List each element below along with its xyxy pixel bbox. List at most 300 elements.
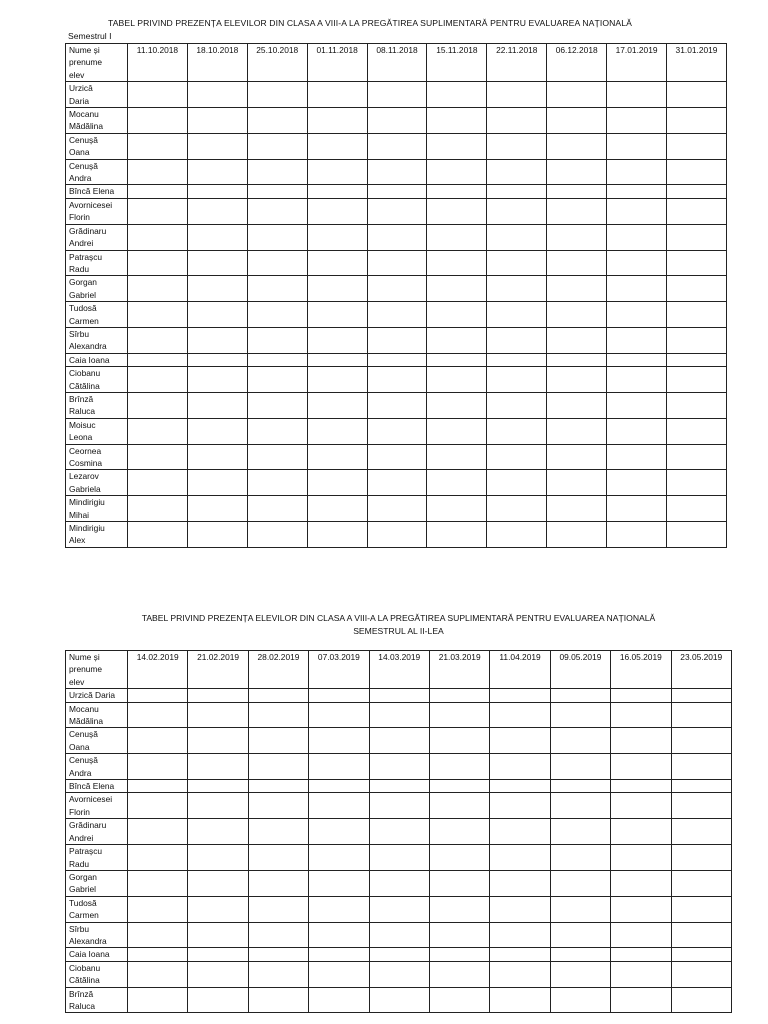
attendance-cell[interactable] — [427, 444, 487, 470]
attendance-cell[interactable] — [307, 250, 367, 276]
attendance-cell[interactable] — [309, 793, 369, 819]
attendance-cell[interactable] — [550, 780, 610, 793]
attendance-cell[interactable] — [128, 133, 188, 159]
attendance-cell[interactable] — [128, 82, 188, 108]
attendance-cell[interactable] — [128, 327, 188, 353]
attendance-cell[interactable] — [547, 133, 607, 159]
attendance-cell[interactable] — [487, 496, 547, 522]
attendance-cell[interactable] — [187, 198, 247, 224]
attendance-cell[interactable] — [367, 327, 427, 353]
attendance-cell[interactable] — [547, 496, 607, 522]
attendance-cell[interactable] — [309, 689, 369, 702]
attendance-cell[interactable] — [547, 185, 607, 198]
attendance-cell[interactable] — [187, 250, 247, 276]
attendance-cell[interactable] — [128, 689, 188, 702]
attendance-cell[interactable] — [667, 250, 727, 276]
attendance-cell[interactable] — [611, 754, 671, 780]
attendance-cell[interactable] — [367, 496, 427, 522]
attendance-cell[interactable] — [369, 728, 429, 754]
attendance-cell[interactable] — [671, 754, 731, 780]
attendance-cell[interactable] — [429, 728, 489, 754]
attendance-cell[interactable] — [429, 845, 489, 871]
attendance-cell[interactable] — [671, 819, 731, 845]
attendance-cell[interactable] — [547, 522, 607, 548]
attendance-cell[interactable] — [547, 353, 607, 366]
attendance-cell[interactable] — [607, 470, 667, 496]
attendance-cell[interactable] — [188, 870, 248, 896]
attendance-cell[interactable] — [427, 418, 487, 444]
attendance-cell[interactable] — [611, 948, 671, 961]
attendance-cell[interactable] — [611, 870, 671, 896]
attendance-cell[interactable] — [187, 496, 247, 522]
attendance-cell[interactable] — [547, 418, 607, 444]
attendance-cell[interactable] — [128, 198, 188, 224]
attendance-cell[interactable] — [309, 819, 369, 845]
attendance-cell[interactable] — [550, 948, 610, 961]
attendance-cell[interactable] — [671, 728, 731, 754]
attendance-cell[interactable] — [427, 367, 487, 393]
attendance-cell[interactable] — [188, 793, 248, 819]
attendance-cell[interactable] — [187, 133, 247, 159]
attendance-cell[interactable] — [309, 754, 369, 780]
attendance-cell[interactable] — [667, 522, 727, 548]
attendance-cell[interactable] — [247, 522, 307, 548]
attendance-cell[interactable] — [611, 689, 671, 702]
attendance-cell[interactable] — [128, 780, 188, 793]
attendance-cell[interactable] — [128, 522, 188, 548]
attendance-cell[interactable] — [667, 496, 727, 522]
attendance-cell[interactable] — [247, 470, 307, 496]
attendance-cell[interactable] — [490, 728, 550, 754]
attendance-cell[interactable] — [187, 159, 247, 185]
attendance-cell[interactable] — [487, 250, 547, 276]
attendance-cell[interactable] — [667, 302, 727, 328]
attendance-cell[interactable] — [667, 108, 727, 134]
attendance-cell[interactable] — [487, 418, 547, 444]
attendance-cell[interactable] — [187, 276, 247, 302]
attendance-cell[interactable] — [427, 82, 487, 108]
attendance-cell[interactable] — [550, 702, 610, 728]
attendance-cell[interactable] — [607, 159, 667, 185]
attendance-cell[interactable] — [128, 444, 188, 470]
attendance-cell[interactable] — [307, 470, 367, 496]
attendance-cell[interactable] — [607, 302, 667, 328]
attendance-cell[interactable] — [607, 522, 667, 548]
attendance-cell[interactable] — [429, 780, 489, 793]
attendance-cell[interactable] — [547, 250, 607, 276]
attendance-cell[interactable] — [128, 185, 188, 198]
attendance-cell[interactable] — [369, 754, 429, 780]
attendance-cell[interactable] — [128, 353, 188, 366]
attendance-cell[interactable] — [367, 276, 427, 302]
attendance-cell[interactable] — [487, 185, 547, 198]
attendance-cell[interactable] — [309, 780, 369, 793]
attendance-cell[interactable] — [547, 470, 607, 496]
attendance-cell[interactable] — [187, 470, 247, 496]
attendance-cell[interactable] — [188, 987, 248, 1013]
attendance-cell[interactable] — [367, 224, 427, 250]
attendance-cell[interactable] — [487, 159, 547, 185]
attendance-cell[interactable] — [309, 948, 369, 961]
attendance-cell[interactable] — [547, 159, 607, 185]
attendance-cell[interactable] — [187, 367, 247, 393]
attendance-cell[interactable] — [247, 159, 307, 185]
attendance-cell[interactable] — [427, 224, 487, 250]
attendance-cell[interactable] — [547, 198, 607, 224]
attendance-cell[interactable] — [490, 961, 550, 987]
attendance-cell[interactable] — [248, 819, 308, 845]
attendance-cell[interactable] — [427, 522, 487, 548]
attendance-cell[interactable] — [128, 224, 188, 250]
attendance-cell[interactable] — [128, 961, 188, 987]
attendance-cell[interactable] — [307, 276, 367, 302]
attendance-cell[interactable] — [667, 224, 727, 250]
attendance-cell[interactable] — [487, 367, 547, 393]
attendance-cell[interactable] — [490, 948, 550, 961]
attendance-cell[interactable] — [611, 922, 671, 948]
attendance-cell[interactable] — [309, 845, 369, 871]
attendance-cell[interactable] — [309, 870, 369, 896]
attendance-cell[interactable] — [547, 327, 607, 353]
attendance-cell[interactable] — [247, 108, 307, 134]
attendance-cell[interactable] — [550, 793, 610, 819]
attendance-cell[interactable] — [188, 780, 248, 793]
attendance-cell[interactable] — [187, 185, 247, 198]
attendance-cell[interactable] — [367, 250, 427, 276]
attendance-cell[interactable] — [128, 250, 188, 276]
attendance-cell[interactable] — [427, 470, 487, 496]
attendance-cell[interactable] — [490, 870, 550, 896]
attendance-cell[interactable] — [667, 159, 727, 185]
attendance-cell[interactable] — [607, 250, 667, 276]
attendance-cell[interactable] — [307, 418, 367, 444]
attendance-cell[interactable] — [307, 185, 367, 198]
attendance-cell[interactable] — [429, 948, 489, 961]
attendance-cell[interactable] — [187, 522, 247, 548]
attendance-cell[interactable] — [547, 82, 607, 108]
attendance-cell[interactable] — [427, 108, 487, 134]
attendance-cell[interactable] — [307, 522, 367, 548]
attendance-cell[interactable] — [667, 392, 727, 418]
attendance-cell[interactable] — [607, 224, 667, 250]
attendance-cell[interactable] — [367, 198, 427, 224]
attendance-cell[interactable] — [367, 353, 427, 366]
attendance-cell[interactable] — [487, 108, 547, 134]
attendance-cell[interactable] — [671, 780, 731, 793]
attendance-cell[interactable] — [487, 276, 547, 302]
attendance-cell[interactable] — [607, 496, 667, 522]
attendance-cell[interactable] — [188, 819, 248, 845]
attendance-cell[interactable] — [188, 922, 248, 948]
attendance-cell[interactable] — [550, 896, 610, 922]
attendance-cell[interactable] — [547, 302, 607, 328]
attendance-cell[interactable] — [667, 367, 727, 393]
attendance-cell[interactable] — [487, 392, 547, 418]
attendance-cell[interactable] — [369, 689, 429, 702]
attendance-cell[interactable] — [547, 108, 607, 134]
attendance-cell[interactable] — [188, 689, 248, 702]
attendance-cell[interactable] — [667, 444, 727, 470]
attendance-cell[interactable] — [307, 496, 367, 522]
attendance-cell[interactable] — [671, 689, 731, 702]
attendance-cell[interactable] — [128, 496, 188, 522]
attendance-cell[interactable] — [367, 185, 427, 198]
attendance-cell[interactable] — [247, 496, 307, 522]
attendance-cell[interactable] — [607, 444, 667, 470]
attendance-cell[interactable] — [248, 987, 308, 1013]
attendance-cell[interactable] — [367, 159, 427, 185]
attendance-cell[interactable] — [128, 392, 188, 418]
attendance-cell[interactable] — [248, 896, 308, 922]
attendance-cell[interactable] — [247, 392, 307, 418]
attendance-cell[interactable] — [369, 896, 429, 922]
attendance-cell[interactable] — [188, 728, 248, 754]
attendance-cell[interactable] — [611, 793, 671, 819]
attendance-cell[interactable] — [427, 276, 487, 302]
attendance-cell[interactable] — [671, 870, 731, 896]
attendance-cell[interactable] — [429, 870, 489, 896]
attendance-cell[interactable] — [607, 198, 667, 224]
attendance-cell[interactable] — [187, 418, 247, 444]
attendance-cell[interactable] — [128, 702, 188, 728]
attendance-cell[interactable] — [550, 689, 610, 702]
attendance-cell[interactable] — [188, 754, 248, 780]
attendance-cell[interactable] — [367, 470, 427, 496]
attendance-cell[interactable] — [247, 353, 307, 366]
attendance-cell[interactable] — [429, 987, 489, 1013]
attendance-cell[interactable] — [487, 82, 547, 108]
attendance-cell[interactable] — [248, 702, 308, 728]
attendance-cell[interactable] — [188, 896, 248, 922]
attendance-cell[interactable] — [309, 987, 369, 1013]
attendance-cell[interactable] — [607, 82, 667, 108]
attendance-cell[interactable] — [247, 302, 307, 328]
attendance-cell[interactable] — [128, 948, 188, 961]
attendance-cell[interactable] — [367, 522, 427, 548]
attendance-cell[interactable] — [429, 819, 489, 845]
attendance-cell[interactable] — [248, 948, 308, 961]
attendance-cell[interactable] — [128, 845, 188, 871]
attendance-cell[interactable] — [550, 961, 610, 987]
attendance-cell[interactable] — [367, 444, 427, 470]
attendance-cell[interactable] — [188, 948, 248, 961]
attendance-cell[interactable] — [247, 327, 307, 353]
attendance-cell[interactable] — [128, 276, 188, 302]
attendance-cell[interactable] — [550, 987, 610, 1013]
attendance-cell[interactable] — [248, 922, 308, 948]
attendance-cell[interactable] — [550, 845, 610, 871]
attendance-cell[interactable] — [247, 444, 307, 470]
attendance-cell[interactable] — [487, 444, 547, 470]
attendance-cell[interactable] — [667, 353, 727, 366]
attendance-cell[interactable] — [307, 82, 367, 108]
attendance-cell[interactable] — [367, 108, 427, 134]
attendance-cell[interactable] — [550, 728, 610, 754]
attendance-cell[interactable] — [607, 108, 667, 134]
attendance-cell[interactable] — [187, 108, 247, 134]
attendance-cell[interactable] — [247, 367, 307, 393]
attendance-cell[interactable] — [429, 689, 489, 702]
attendance-cell[interactable] — [369, 819, 429, 845]
attendance-cell[interactable] — [187, 302, 247, 328]
attendance-cell[interactable] — [367, 302, 427, 328]
attendance-cell[interactable] — [547, 367, 607, 393]
attendance-cell[interactable] — [667, 133, 727, 159]
attendance-cell[interactable] — [128, 922, 188, 948]
attendance-cell[interactable] — [248, 689, 308, 702]
attendance-cell[interactable] — [307, 367, 367, 393]
attendance-cell[interactable] — [611, 845, 671, 871]
attendance-cell[interactable] — [248, 780, 308, 793]
attendance-cell[interactable] — [248, 961, 308, 987]
attendance-cell[interactable] — [611, 728, 671, 754]
attendance-cell[interactable] — [188, 702, 248, 728]
attendance-cell[interactable] — [369, 793, 429, 819]
attendance-cell[interactable] — [307, 353, 367, 366]
attendance-cell[interactable] — [427, 496, 487, 522]
attendance-cell[interactable] — [667, 82, 727, 108]
attendance-cell[interactable] — [307, 133, 367, 159]
attendance-cell[interactable] — [490, 702, 550, 728]
attendance-cell[interactable] — [309, 961, 369, 987]
attendance-cell[interactable] — [429, 702, 489, 728]
attendance-cell[interactable] — [247, 224, 307, 250]
attendance-cell[interactable] — [187, 353, 247, 366]
attendance-cell[interactable] — [487, 522, 547, 548]
attendance-cell[interactable] — [611, 987, 671, 1013]
attendance-cell[interactable] — [487, 224, 547, 250]
attendance-cell[interactable] — [247, 82, 307, 108]
attendance-cell[interactable] — [550, 922, 610, 948]
attendance-cell[interactable] — [607, 367, 667, 393]
attendance-cell[interactable] — [667, 198, 727, 224]
attendance-cell[interactable] — [671, 961, 731, 987]
attendance-cell[interactable] — [487, 133, 547, 159]
attendance-cell[interactable] — [671, 793, 731, 819]
attendance-cell[interactable] — [547, 444, 607, 470]
attendance-cell[interactable] — [607, 353, 667, 366]
attendance-cell[interactable] — [128, 108, 188, 134]
attendance-cell[interactable] — [369, 987, 429, 1013]
attendance-cell[interactable] — [487, 327, 547, 353]
attendance-cell[interactable] — [309, 896, 369, 922]
attendance-cell[interactable] — [487, 198, 547, 224]
attendance-cell[interactable] — [369, 845, 429, 871]
attendance-cell[interactable] — [248, 754, 308, 780]
attendance-cell[interactable] — [611, 896, 671, 922]
attendance-cell[interactable] — [667, 185, 727, 198]
attendance-cell[interactable] — [671, 896, 731, 922]
attendance-cell[interactable] — [611, 819, 671, 845]
attendance-cell[interactable] — [248, 845, 308, 871]
attendance-cell[interactable] — [248, 728, 308, 754]
attendance-cell[interactable] — [247, 250, 307, 276]
attendance-cell[interactable] — [490, 689, 550, 702]
attendance-cell[interactable] — [607, 327, 667, 353]
attendance-cell[interactable] — [490, 987, 550, 1013]
attendance-cell[interactable] — [487, 302, 547, 328]
attendance-cell[interactable] — [671, 948, 731, 961]
attendance-cell[interactable] — [671, 702, 731, 728]
attendance-cell[interactable] — [128, 302, 188, 328]
attendance-cell[interactable] — [611, 961, 671, 987]
attendance-cell[interactable] — [607, 276, 667, 302]
attendance-cell[interactable] — [367, 133, 427, 159]
attendance-cell[interactable] — [427, 185, 487, 198]
attendance-cell[interactable] — [487, 353, 547, 366]
attendance-cell[interactable] — [367, 367, 427, 393]
attendance-cell[interactable] — [187, 327, 247, 353]
attendance-cell[interactable] — [367, 418, 427, 444]
attendance-cell[interactable] — [309, 922, 369, 948]
attendance-cell[interactable] — [607, 418, 667, 444]
attendance-cell[interactable] — [611, 780, 671, 793]
attendance-cell[interactable] — [547, 392, 607, 418]
attendance-cell[interactable] — [671, 845, 731, 871]
attendance-cell[interactable] — [309, 728, 369, 754]
attendance-cell[interactable] — [607, 133, 667, 159]
attendance-cell[interactable] — [128, 793, 188, 819]
attendance-cell[interactable] — [490, 922, 550, 948]
attendance-cell[interactable] — [429, 896, 489, 922]
attendance-cell[interactable] — [490, 780, 550, 793]
attendance-cell[interactable] — [369, 922, 429, 948]
attendance-cell[interactable] — [369, 780, 429, 793]
attendance-cell[interactable] — [128, 896, 188, 922]
attendance-cell[interactable] — [671, 987, 731, 1013]
attendance-cell[interactable] — [369, 702, 429, 728]
attendance-cell[interactable] — [429, 754, 489, 780]
attendance-cell[interactable] — [307, 444, 367, 470]
attendance-cell[interactable] — [369, 870, 429, 896]
attendance-cell[interactable] — [490, 896, 550, 922]
attendance-cell[interactable] — [429, 961, 489, 987]
attendance-cell[interactable] — [187, 392, 247, 418]
attendance-cell[interactable] — [667, 418, 727, 444]
attendance-cell[interactable] — [128, 819, 188, 845]
attendance-cell[interactable] — [367, 392, 427, 418]
attendance-cell[interactable] — [307, 392, 367, 418]
attendance-cell[interactable] — [667, 470, 727, 496]
attendance-cell[interactable] — [427, 133, 487, 159]
attendance-cell[interactable] — [307, 327, 367, 353]
attendance-cell[interactable] — [490, 793, 550, 819]
attendance-cell[interactable] — [307, 159, 367, 185]
attendance-cell[interactable] — [671, 922, 731, 948]
attendance-cell[interactable] — [187, 224, 247, 250]
attendance-cell[interactable] — [607, 392, 667, 418]
attendance-cell[interactable] — [128, 754, 188, 780]
attendance-cell[interactable] — [187, 444, 247, 470]
attendance-cell[interactable] — [487, 470, 547, 496]
attendance-cell[interactable] — [550, 870, 610, 896]
attendance-cell[interactable] — [248, 870, 308, 896]
attendance-cell[interactable] — [128, 470, 188, 496]
attendance-cell[interactable] — [427, 353, 487, 366]
attendance-cell[interactable] — [427, 392, 487, 418]
attendance-cell[interactable] — [427, 198, 487, 224]
attendance-cell[interactable] — [667, 327, 727, 353]
attendance-cell[interactable] — [427, 250, 487, 276]
attendance-cell[interactable] — [490, 754, 550, 780]
attendance-cell[interactable] — [607, 185, 667, 198]
attendance-cell[interactable] — [307, 302, 367, 328]
attendance-cell[interactable] — [667, 276, 727, 302]
attendance-cell[interactable] — [427, 159, 487, 185]
attendance-cell[interactable] — [307, 224, 367, 250]
attendance-cell[interactable] — [367, 82, 427, 108]
attendance-cell[interactable] — [490, 845, 550, 871]
